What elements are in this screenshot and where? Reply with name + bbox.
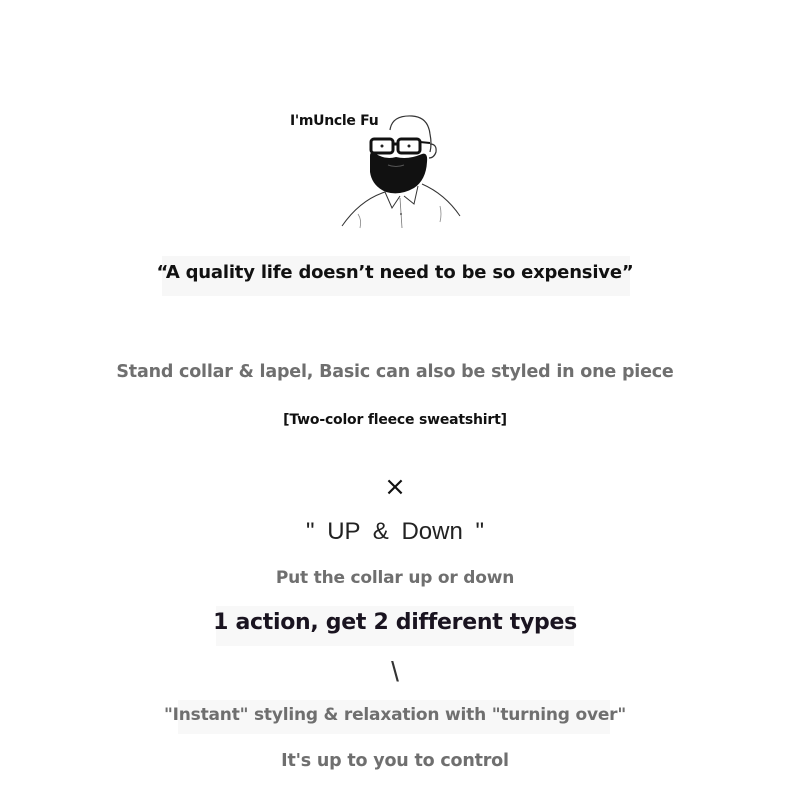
feature-headline: 1 action, get 2 different types xyxy=(213,610,577,635)
bearded-man-avatar-icon xyxy=(330,110,470,234)
feature-description: Put the collar up or down xyxy=(275,568,515,588)
brand-name: I'mUncle Fu xyxy=(290,113,379,129)
closing-line: It's up to you to control xyxy=(281,751,509,771)
times-symbol: × xyxy=(384,472,406,502)
product-subheading: Stand collar & lapel, Basic can also be styled in one piece xyxy=(116,362,674,382)
product-tag: [Two-color fleece sweatshirt] xyxy=(283,412,507,428)
styling-note: "Instant" styling & relaxation with "turning over" xyxy=(163,705,627,725)
feature-title: " UP & Down " xyxy=(306,518,484,545)
separator-mark: \ xyxy=(391,656,399,687)
tagline-quote: “A quality life doesn’t need to be so expensive” xyxy=(156,262,634,283)
